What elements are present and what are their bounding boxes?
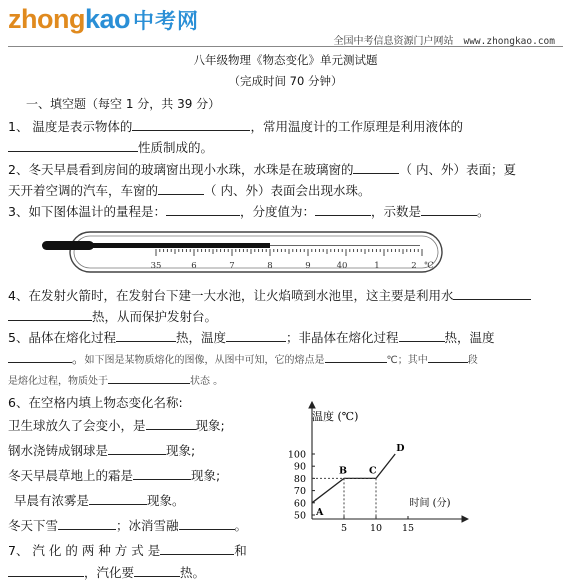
y-tick-label: 70 [293,486,306,498]
question-5-line-2: 。如下图是某物质熔化的图像，从图中可知，它的熔点是 ℃；其中 段 [8,349,478,367]
mercury-column [90,243,270,248]
question-6-line-3: 冬天早晨草地上的霜是 现象; [8,468,221,483]
y-tick-label: 90 [293,461,306,473]
question-5-line-3: 是熔化过程，物质处于 状态 。 [8,370,223,387]
question-1-line-2: 性质制成的。 [8,138,213,156]
point-label: B [339,465,348,477]
y-tick-label: 80 [293,473,306,485]
therm-label: 35 [150,261,162,271]
therm-label: 6 [191,261,197,271]
question-6-line-2: 钢水浇铸成钢球是 现象; [8,443,196,458]
site-info [333,32,555,47]
point-label: A [316,506,324,518]
question-6-heading: 6、在空格内填上物态变化名称: [8,395,183,410]
melting-chart [282,398,472,534]
header-divider [8,46,563,47]
y-tick-label: 100 [287,449,306,461]
y-tick-label: 60 [293,498,306,510]
section-heading: 一、填空题（每空 1 分，共 39 分） [26,97,221,111]
question-3-line: 3、如下图体温计的量程是： ，分度值为： ，示数是 。 [8,204,490,219]
point-label: D [396,443,405,454]
question-6-line-5: 冬天下雪 ；冰消雪融 。 [8,518,248,533]
y-tick-label: 50 [293,510,306,522]
x-tick-label: 5 [340,523,348,534]
x-tick-label: 10 [369,523,383,534]
thermometer-bulb [42,241,94,250]
point-label: C [369,465,377,477]
therm-label: ℃ [424,261,434,271]
question-2-line-1: 2、冬天早晨看到房间的玻璃窗出现小水珠，水珠是在玻璃窗的 （ 内、外）表面；夏 [8,162,516,177]
question-7-line-2: ，汽化要 热。 [8,563,205,581]
site-logo: zhongkao 中考网 [8,4,200,34]
therm-label: 2 [411,261,417,271]
question-6-line-4: 早晨有浓雾是 现象。 [14,493,185,508]
thermometer-body [70,232,442,272]
therm-label: 8 [267,261,273,271]
x-axis-label: 时间 (分) [409,498,451,509]
x-tick-label: 15 [401,523,415,534]
therm-label: 9 [305,261,311,271]
question-6-line-1: 卫生球放久了会变小，是 现象; [8,418,225,433]
site-url[interactable]: www.zhongkao.com [463,36,555,47]
question-4-line-2: 热，从而保护发射台。 [8,307,217,325]
therm-label: 7 [229,261,235,271]
therm-label: 1 [374,261,380,271]
question-4-line-1: 4、在发射火箭时，在发射台下建一大水池，让火焰喷到水池里，这主要是利用水 [8,286,531,304]
y-axis-label: 温度 (℃) [312,410,359,423]
page-title: 八年级物理《物态变化》单元测试题 [193,53,378,67]
page-subtitle: （完成时间 70 分钟） [228,74,343,88]
question-5-line-1: 5、晶体在熔化过程 热，温度 ；非晶体在熔化过程 热，温度 [8,330,495,345]
therm-label: 40 [336,261,348,271]
site-name: 全国中考信息资源门户网站 [333,36,454,47]
question-7-line-1: 7、 汽 化 的 两 种 方 式 是 和 [8,543,247,558]
question-2-line-2: 天开着空调的汽车，车窗的 （ 内、外）表面会出现水珠。 [8,183,371,198]
question-1-line-1: 1、 温度是表示物体的 ，常用温度计的工作原理是利用液体的 [8,119,463,134]
thermometer-figure [40,228,448,276]
